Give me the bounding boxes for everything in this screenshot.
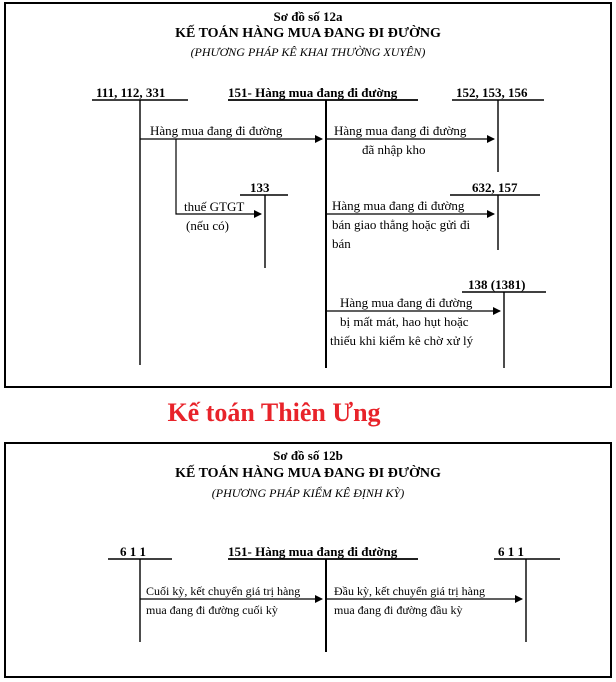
entry-5-line3: thiếu khi kiểm kê chờ xử lý <box>330 333 474 348</box>
entry-1: Hàng mua đang đi đường <box>150 123 283 138</box>
b-entry-2-line2: mua đang đi đường đầu kỳ <box>334 603 463 617</box>
b-entry-2-line1: Đầu kỳ, kết chuyển giá trị hàng <box>334 584 485 598</box>
diagram-a-title: KẾ TOÁN HÀNG MUA ĐANG ĐI ĐƯỜNG <box>175 26 441 41</box>
entry-5-line2: bị mất mát, hao hụt hoặc <box>340 314 469 329</box>
entry-2-line1: Hàng mua đang đi đường <box>334 123 467 138</box>
brand-title: Kế toán Thiên Ưng <box>167 398 381 427</box>
diagram-a-subtitle: (PHƯƠNG PHÁP KÊ KHAI THƯỜNG XUYÊN) <box>190 45 426 59</box>
b-entry-1-line1: Cuối kỳ, kết chuyển giá trị hàng <box>146 584 301 598</box>
diagram-b-title: KẾ TOÁN HÀNG MUA ĐANG ĐI ĐƯỜNG <box>175 466 441 481</box>
entry-4-line3: bán <box>332 236 351 251</box>
account-left-label: 111, 112, 331 <box>96 85 166 100</box>
account-right1-label: 152, 153, 156 <box>456 85 528 100</box>
entry-5-line1: Hàng mua đang đi đường <box>340 295 473 310</box>
diagram-b-label: Sơ đồ số 12b <box>273 448 343 463</box>
account-right3-label: 138 (1381) <box>468 277 526 292</box>
b-account-right-label: 6 1 1 <box>498 544 524 559</box>
account-133-label: 133 <box>250 180 270 195</box>
b-entry-1-line2: mua đang đi đường cuối kỳ <box>146 603 278 617</box>
entry-4-line2: bán giao thẳng hoặc gửi đi <box>332 217 471 232</box>
entry-3-line2: (nếu có) <box>186 218 229 233</box>
account-151-label: 151- Hàng mua đang đi đường <box>228 85 398 100</box>
diagram-a-label: Sơ đồ số 12a <box>273 9 343 24</box>
entry-2-line2: đã nhập kho <box>362 142 426 157</box>
diagram-b-subtitle: (PHƯƠNG PHÁP KIỂM KÊ ĐỊNH KỲ) <box>211 486 405 500</box>
b-account-left-label: 6 1 1 <box>120 544 146 559</box>
b-account-151-label: 151- Hàng mua đang đi đường <box>228 544 398 559</box>
account-right2-label: 632, 157 <box>472 180 518 195</box>
entry-4-line1: Hàng mua đang đi đường <box>332 198 465 213</box>
entry-3-line1: thuế GTGT <box>184 199 245 214</box>
